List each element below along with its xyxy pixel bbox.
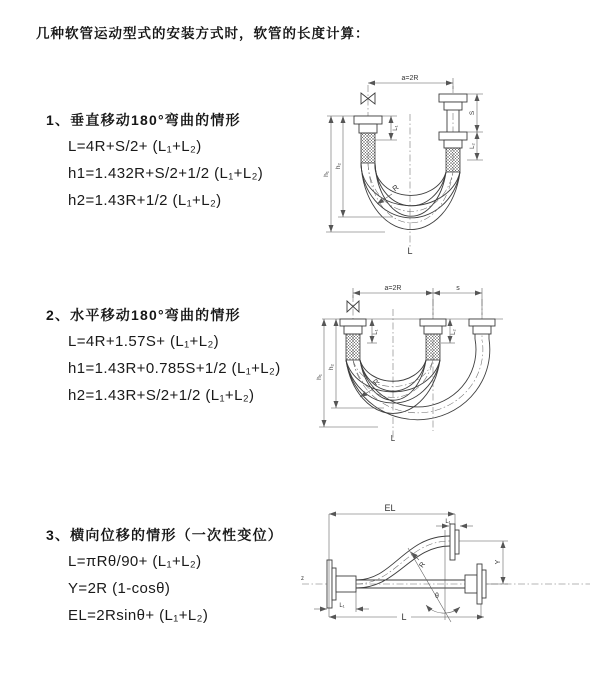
top-flange (450, 524, 455, 560)
section-horizontal-movement (46, 306, 281, 405)
radius-label: R (390, 182, 401, 194)
left-flange (354, 116, 382, 124)
right-top-flange (439, 94, 467, 102)
dim-label-s: s (456, 285, 460, 292)
radius-leader (377, 194, 392, 204)
dim-label-s: S (469, 110, 476, 116)
theta-label: θ (435, 593, 439, 600)
diagram-lateral-displacement (298, 498, 598, 651)
left-braided-section (346, 334, 360, 360)
dim-label-l1-top: L₁ (445, 519, 451, 525)
left-flange (327, 560, 332, 608)
theta-slant-line (408, 548, 451, 622)
left-pipe-hub (336, 576, 356, 592)
hose-wall-lower (356, 546, 450, 588)
formula-el: EL=2Rsinθ+ (L₁+L₂) (68, 607, 209, 624)
dim-label-el: EL (384, 503, 396, 513)
section-3-heading: 3、横向位移的情形（一次性变位） (46, 527, 283, 543)
dim-label-h1: h₁ (323, 171, 330, 177)
right-flange (477, 564, 482, 604)
formula-h2: h2=1.43R+S/2+1/2 (L₁+L₂) (68, 387, 255, 404)
formula-length: L=4R+S/2+ (L₁+L₂) (68, 138, 202, 155)
dim-label-a2r: a=2R (384, 285, 402, 292)
right-flange (469, 319, 495, 326)
radius-label: R (371, 376, 382, 388)
page-title: 几种软管运动型式的安装方式时，软管的长度计算： (36, 26, 370, 41)
formula-h1: h1=1.432R+S/2+1/2 (L₁+L₂) (68, 165, 264, 182)
dim-label-h2: h₂ (335, 162, 342, 170)
right-braided-section (446, 148, 460, 172)
dim-label-h2: h₂ (328, 363, 335, 371)
length-label: L (407, 246, 413, 256)
dim-label-l1: L₁ (393, 125, 399, 131)
hose-arc (375, 163, 446, 195)
diagram-horizontal-180-bend (308, 281, 598, 464)
formula-length: L=4R+1.57S+ (L₁+L₂) (68, 333, 220, 350)
theta-arc (426, 605, 460, 613)
dim-label-y: Y (495, 559, 502, 565)
left-flange (340, 319, 366, 326)
formula-h2: h2=1.43R+1/2 (L₁+L₂) (68, 192, 222, 209)
radius-label: R (418, 561, 428, 570)
section-vertical-movement (46, 111, 263, 210)
formula-y: Y=2R (1-cosθ) (68, 580, 171, 597)
diagram-vertical-180-bend (313, 70, 598, 267)
hose-arc-moved (360, 339, 476, 407)
hose-arc (375, 163, 446, 216)
dim-label-l1: L₁ (373, 329, 379, 335)
section-1-heading: 1、垂直移动180°弯曲的情形 (46, 112, 241, 128)
mid-flange (420, 319, 446, 326)
dim-label-l2: L₂ (451, 329, 457, 335)
section-lateral-displacement (46, 526, 283, 625)
dim-label-h1: h₁ (316, 374, 323, 380)
dim-label-a2r: a=2R (401, 75, 419, 82)
section-2-heading: 2、水平移动180°弯曲的情形 (46, 307, 241, 323)
mid-braided-section (426, 334, 440, 360)
length-label: L (390, 434, 396, 443)
axis-mark: z (301, 576, 304, 582)
left-braided-section (361, 133, 375, 163)
dim-label-l2: L₂ (470, 143, 476, 149)
dim-label-l1-bottom: L₁ (339, 603, 345, 609)
formula-h1: h1=1.43R+0.785S+1/2 (L₁+L₂) (68, 360, 281, 377)
length-label: L (401, 612, 407, 622)
formula-length: L=πRθ/90+ (L₁+L₂) (68, 553, 202, 570)
right-lower-flange (439, 132, 467, 140)
right-pipe-hub (465, 575, 477, 593)
